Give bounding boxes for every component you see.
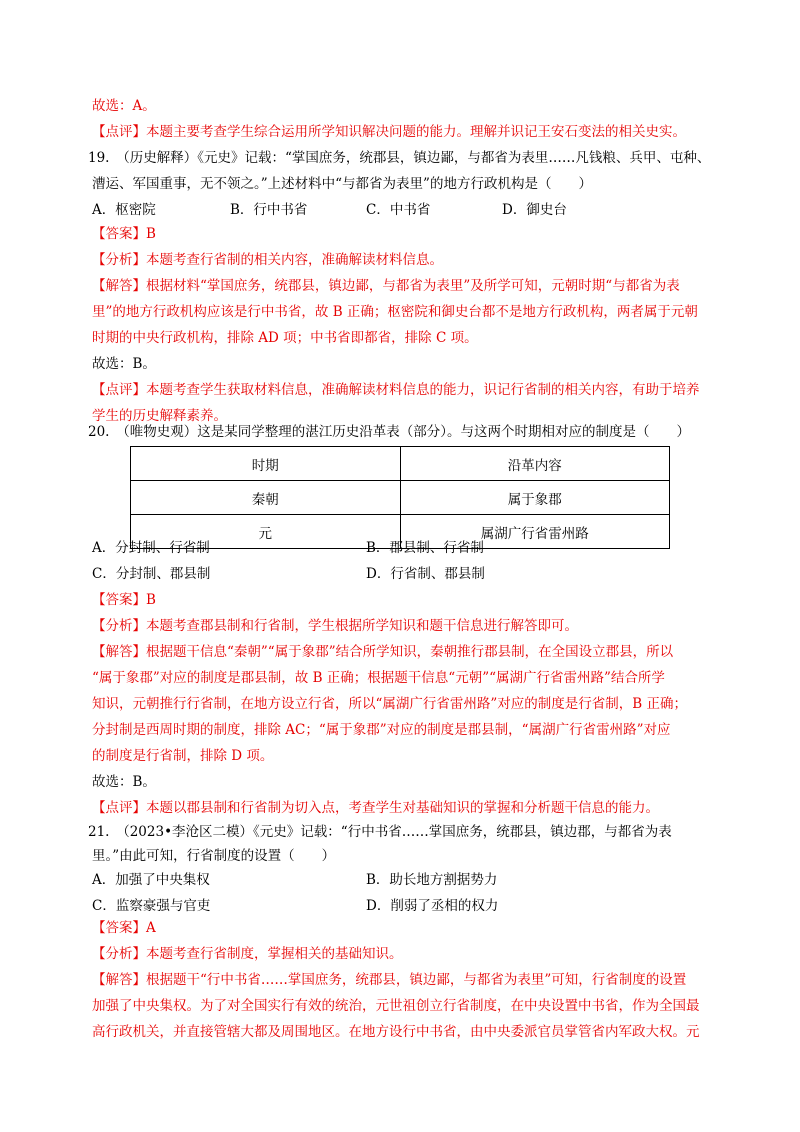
table-header-row (131, 447, 670, 481)
q20-choice: 故选：B。 (92, 774, 156, 790)
q19-answer: 【答案】B (92, 226, 156, 242)
q20-comment: 【点评】本题以郡县制和行省制为切入点，考查学生对基础知识的掌握和分析题干信息的能力。 (92, 800, 659, 816)
q19-option-c: C．中书省 (366, 202, 431, 218)
q19-analysis: 【分析】本题考查行省制的相关内容，准确解读材料信息。 (92, 252, 443, 268)
history-table (130, 446, 670, 549)
q20-option-c: C．分封制、郡县制 (92, 566, 211, 582)
q21-solution-line3: 高行政机关，并直接管辖大都及周围地区。在地方设行中书省，由中央委派官员掌管省内军政大权。元 (92, 1024, 700, 1040)
q20-stem: 20. （唯物史观）这是某同学整理的湛江历史沿革表（部分）。与这两个时期相对应的制度是（ ） (88, 424, 690, 440)
q20-solution-line5: 的制度是行省制，排除 D 项。 (92, 748, 274, 764)
q19-comment-line2: 学生的历史解释素养。 (92, 408, 227, 424)
table-header-content: 沿革内容 (400, 447, 670, 481)
q19-solution-line3: 时期的中央行政机构，排除 AD 项；中书省即都省，排除 C 项。 (92, 330, 478, 346)
q20-solution-line4: 分封制是西周时期的制度，排除 AC；“属于象郡”对应的制度是郡县制，“属湖广行省雷州路”对应 (92, 722, 671, 738)
q19-stem-line1: 19. （历史解释）《元史》记载：“掌国庶务，统郡县，镇边鄙，与都省为表里……凡钱粮、兵甲、屯种、 (88, 150, 711, 166)
q21-answer: 【答案】A (92, 920, 156, 936)
q21-stem-line2: 里。”由此可知，行省制度的设置（ ） (92, 848, 336, 864)
q21-option-d: D．削弱了丞相的权力 (366, 898, 499, 914)
q19-option-b: B．行中书省 (230, 202, 308, 218)
q19-option-d: D．御史台 (502, 202, 567, 218)
q18-choice: 故选：A。 (92, 98, 156, 114)
q21-solution-line1: 【解答】根据题干“行中书省……掌国庶务，统郡县，镇边鄙，与都省为表里”可知，行省制度的设置 (92, 972, 687, 988)
q20-analysis: 【分析】本题考查郡县制和行省制，学生根据所学知识和题干信息进行解答即可。 (92, 618, 578, 634)
table-cell: 秦朝 (131, 481, 401, 515)
q19-stem-line2: 漕运、军国重事，无不领之。”上述材料中“与都省为表里”的地方行政机构是（ ） (92, 176, 592, 192)
q19-comment-line1: 【点评】本题考查学生获取材料信息，准确解读材料信息的能力，识记行省制的相关内容，有助于培养 (92, 382, 700, 398)
q20-option-d: D．行省制、郡县制 (366, 566, 485, 582)
q21-option-b: B．助长地方割据势力 (366, 872, 498, 888)
table-row (131, 481, 670, 515)
q18-comment: 【点评】本题主要考查学生综合运用所学知识解决问题的能力。理解并识记王安石变法的相关史实。 (92, 124, 686, 140)
q20-option-a: A．分封制、行省制 (92, 540, 210, 556)
q19-solution-line2: 里”的地方行政机构应该是行中书省，故 B 正确；枢密院和御史台都不是地方行政机构，两者属于元朝 (92, 304, 698, 320)
table-cell: 属湖广行省雷州路 (400, 515, 670, 549)
table-cell: 属于象郡 (400, 481, 670, 515)
q20-solution-line1: 【解答】根据题干信息“秦朝”“属于象郡”结合所学知识，秦朝推行郡县制，在全国设立郡县，所以 (92, 644, 674, 660)
table-cell: 元 (131, 515, 401, 549)
q20-solution-line3: 知识，元朝推行行省制，在地方设立行省，所以“属湖广行省雷州路”对应的制度是行省制，B 正确； (92, 696, 688, 712)
q20-option-b: B．郡县制、行省制 (366, 540, 484, 556)
q19-choice: 故选：B。 (92, 356, 156, 372)
table-header-period: 时期 (131, 447, 401, 481)
q19-solution-line1: 【解答】根据材料“掌国庶务，统郡县，镇边鄙，与都省为表里”及所学可知，元朝时期“与都省为表 (92, 278, 680, 294)
q20-answer: 【答案】B (92, 592, 156, 608)
q21-stem-line1: 21. （2023•李沧区二模）《元史》记载：“行中书省……掌国庶务，统郡县，镇边郡，与都省为表 (88, 824, 672, 840)
q21-option-a: A．加强了中央集权 (92, 872, 210, 888)
q21-option-c: C．监察豪强与官吏 (92, 898, 211, 914)
q21-solution-line2: 加强了中央集权。为了对全国实行有效的统治，元世祖创立行省制度，在中央设置中书省，作为全国最 (92, 998, 700, 1014)
q20-solution-line2: “属于象郡”对应的制度是郡县制，故 B 正确；根据题干信息“元朝”“属湖广行省雷州路”结合所学 (92, 670, 665, 686)
q21-analysis: 【分析】本题考查行省制度，掌握相关的基础知识。 (92, 946, 403, 962)
q19-option-a: A．枢密院 (92, 202, 156, 218)
